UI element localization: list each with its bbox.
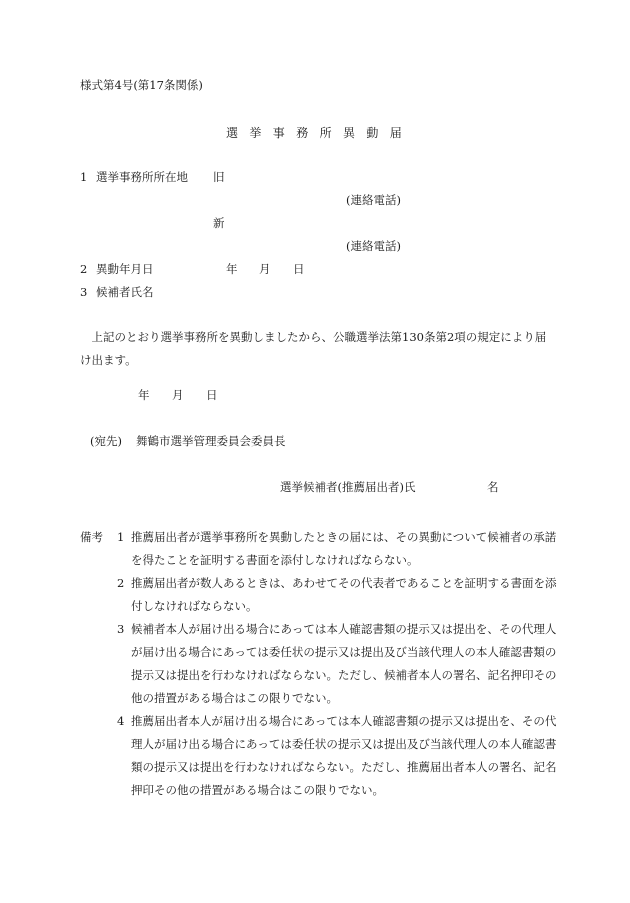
item-1-number: 1: [80, 170, 88, 184]
addressee-label: (宛先): [90, 434, 122, 448]
submit-date-month: 月: [172, 388, 184, 402]
change-date-month: 月: [259, 262, 271, 276]
form-number: 様式第4号(第17条関係): [80, 78, 203, 92]
office-new-label: 新: [213, 216, 225, 230]
addressee-name: 舞鶴市選挙管理委員会委員長: [136, 434, 286, 448]
remark-number: 3: [117, 622, 125, 636]
office-location-label: 選挙事務所所在地: [96, 170, 188, 184]
change-date-day: 日: [293, 262, 305, 276]
submit-date-year: 年: [138, 388, 150, 402]
item-3-number: 3: [80, 285, 88, 299]
office-old-label: 旧: [213, 170, 225, 184]
new-phone-label: (連絡電話): [346, 239, 401, 253]
candidate-name-label: 候補者氏名: [96, 285, 154, 299]
signer-name-suffix: 名: [487, 480, 499, 494]
page-title: 選挙事務所異動届: [226, 126, 414, 140]
remark-number: 2: [117, 576, 125, 590]
remark-text: 候補者本人が届け出る場合にあっては本人確認書類の提示又は提出を、その代理人が届け出る場合にあっては委任状の提示又は提出及び当該代理人の本人確認書類の提示又は提出を行わなければならない。ただし、候補者本人の署名、記名押印その他の措置がある場合はこの限りでない。: [131, 622, 557, 705]
remarks-label: 備考: [80, 530, 103, 544]
submit-date-day: 日: [206, 388, 218, 402]
change-date-label: 異動年月日: [96, 262, 154, 276]
declaration-text: 上記のとおり選挙事務所を異動しましたから、公職選挙法第130条第2項の規定により届け出ます。: [80, 330, 547, 367]
item-2-number: 2: [80, 262, 88, 276]
old-phone-label: (連絡電話): [346, 193, 401, 207]
remark-number: 1: [117, 530, 125, 544]
change-date-year: 年: [226, 262, 238, 276]
remark-number: 4: [117, 714, 125, 728]
remark-text: 推薦届出者が選挙事務所を異動したときの届には、その異動について候補者の承諾を得たことを証明する書面を添付しなければならない。: [131, 530, 557, 567]
signer-label: 選挙候補者(推薦届出者)氏: [280, 480, 416, 494]
remark-text: 推薦届出者本人が届け出る場合にあっては本人確認書類の提示又は提出を、その代理人が届け出る場合にあっては委任状の提示又は提出及び当該代理人の本人確認書類の提示又は提出を行わなければならない。ただし、推薦届出者本人の署名、記名押印その他の措置がある場合はこの限りでない。: [131, 714, 557, 797]
remark-text: 推薦届出者が数人あるときは、あわせてその代表者であることを証明する書面を添付しなければならない。: [131, 576, 557, 613]
